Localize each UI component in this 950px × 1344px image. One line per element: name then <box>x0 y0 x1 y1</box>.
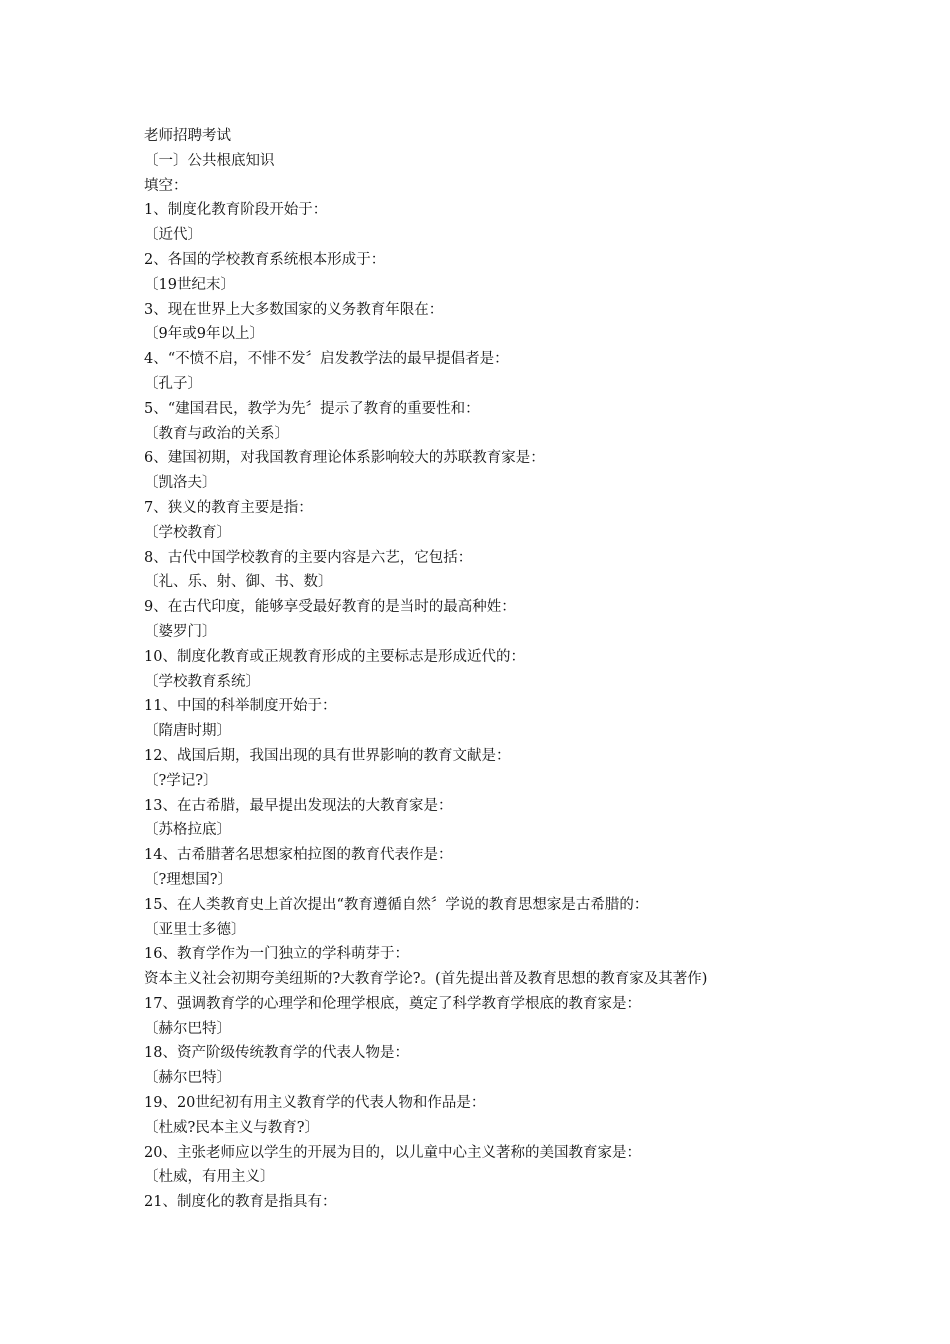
answer-17: 〔赫尔巴特〕 <box>144 1020 231 1037</box>
question-2: 2、各国的学校教育系统根本形成于： <box>144 251 386 268</box>
answer-15: 〔亚里士多德〕 <box>144 921 246 938</box>
answer-19: 〔杜威?民本主义与教育?〕 <box>144 1119 320 1136</box>
answer-5: 〔教育与政治的关系〕 <box>144 425 289 442</box>
answer-20: 〔杜威，有用主义〕 <box>144 1169 275 1186</box>
question-12: 12、战国后期，我国出现的具有世界影响的教育文献是： <box>144 747 511 764</box>
answer-1: 〔近代〕 <box>144 227 202 244</box>
question-20: 20、主张老师应以学生的开展为目的，以儿童中心主义著称的美国教育家是： <box>144 1144 641 1161</box>
question-6: 6、建国初期，对我国教育理论体系影响较大的苏联教育家是： <box>144 450 545 467</box>
answer-3: 〔9年或9年以上〕 <box>144 326 264 343</box>
section-heading: 〔一〕公共根底知识 <box>144 152 275 169</box>
answer-8: 〔礼、乐、射、御、书、数〕 <box>144 574 333 591</box>
question-15: 15、在人类教育史上首次提出“教育遵循自然〞学说的教育思想家是古希腊的： <box>144 896 649 913</box>
answer-9: 〔婆罗门〕 <box>144 623 217 640</box>
question-11: 11、中国的科举制度开始于： <box>144 698 337 715</box>
question-1: 1、制度化教育阶段开始于： <box>144 202 328 219</box>
question-16: 16、教育学作为一门独立的学科萌芽于： <box>144 946 409 963</box>
question-5: 5、“建国君民，教学为先〞提示了教育的重要性和： <box>144 400 480 417</box>
question-14: 14、古希腊著名思想家柏拉图的教育代表作是： <box>144 847 453 864</box>
category-heading: 填空： <box>144 177 188 194</box>
question-13: 13、在古希腊，最早提出发现法的大教育家是： <box>144 797 453 814</box>
answer-2: 〔19世纪末〕 <box>144 276 235 293</box>
answer-14: 〔?理想国?〕 <box>144 871 233 888</box>
question-19: 19、20世纪初有用主义教育学的代表人物和作品是： <box>144 1095 486 1112</box>
answer-4: 〔孔子〕 <box>144 375 202 392</box>
question-3: 3、现在世界上大多数国家的义务教育年限在： <box>144 301 444 318</box>
document-title: 老师招聘考试 <box>144 128 231 144</box>
answer-11: 〔隋唐时期〕 <box>144 723 231 740</box>
answer-18: 〔赫尔巴特〕 <box>144 1070 231 1087</box>
question-17: 17、强调教育学的心理学和伦理学根底，奠定了科学教育学根底的教育家是： <box>144 995 641 1012</box>
document-page <box>144 124 824 1215</box>
question-7: 7、狭义的教育主要是指： <box>144 499 313 516</box>
answer-6: 〔凯洛夫〕 <box>144 475 217 492</box>
question-18: 18、资产阶级传统教育学的代表人物是： <box>144 1045 409 1062</box>
question-4: 4、“不愤不启，不悱不发〞启发教学法的最早提倡者是： <box>144 351 509 368</box>
answer-16: 资本主义社会初期夸美纽斯的?大教育学论?。(首先提出普及教育思想的教育家及其著作) <box>144 971 708 988</box>
answer-12: 〔?学记?〕 <box>144 772 218 789</box>
answer-7: 〔学校教育〕 <box>144 524 231 541</box>
answer-10: 〔学校教育系统〕 <box>144 673 260 690</box>
question-9: 9、在古代印度，能够享受最好教育的是当时的最高种姓： <box>144 599 516 616</box>
question-8: 8、古代中国学校教育的主要内容是六艺，它包括： <box>144 549 473 566</box>
question-21: 21、制度化的教育是指具有： <box>144 1194 337 1211</box>
answer-13: 〔苏格拉底〕 <box>144 822 231 839</box>
question-10: 10、制度化教育或正规教育形成的主要标志是形成近代的： <box>144 648 525 665</box>
